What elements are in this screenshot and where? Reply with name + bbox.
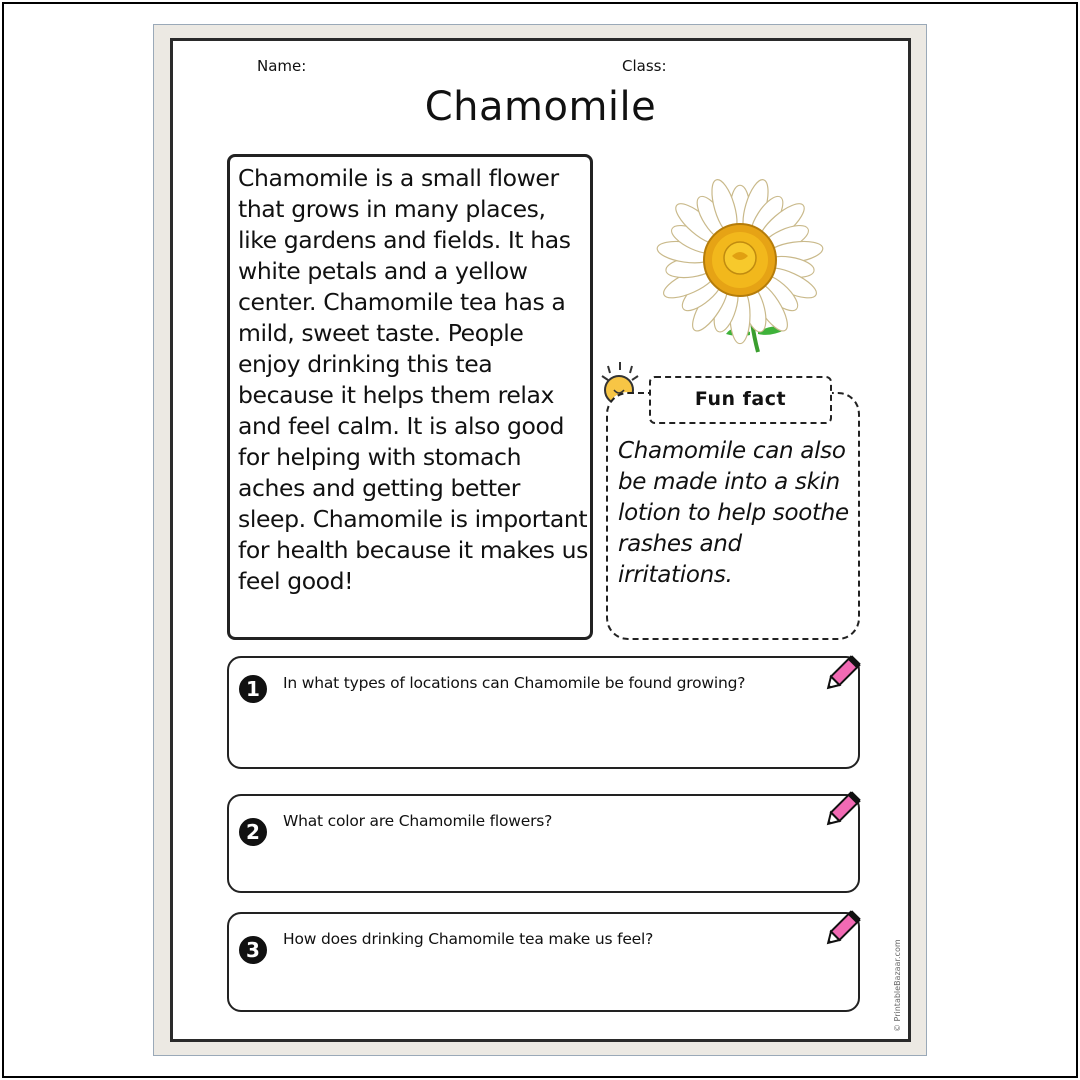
question-2-number: 2 [246,820,260,844]
fun-fact-title: Fun fact [694,388,787,410]
fun-fact-text: Chamomile can also be made into a skin lotion to help soothe rashes and irritations. [618,438,849,588]
question-1-answer-box[interactable] [227,656,860,769]
pencil-icon [818,784,868,834]
number-1-icon [236,672,270,706]
question-2-text: What color are Chamomile flowers? [283,812,553,830]
question-3-answer-box[interactable] [227,912,860,1012]
chamomile-flower-icon [640,172,840,357]
question-2-answer-box[interactable] [227,794,860,893]
question-1-text: In what types of locations can Chamomile be found growing? [283,674,746,692]
page-title: Chamomile [424,84,657,130]
number-2-icon [236,815,270,849]
reading-passage: Chamomile is a small flower that grows in many places, like gardens and fields. It has white petals and a yellow center. Chamomile tea has a mild, sweet taste. People enjoy drinking this tea because it helps them relax and feel calm. It is also good for helping with stomach aches and getting better sleep. Chamomile is important for health because it makes us feel good! [238,164,588,595]
watermark: © PrintableBazaar.com [893,939,902,1032]
number-3-icon [236,933,270,967]
question-1-number: 1 [246,677,260,701]
pencil-icon [818,648,868,698]
name-label: Name: [257,57,307,75]
question-3-number: 3 [246,938,260,962]
class-label: Class: [622,57,667,75]
question-3-text: How does drinking Chamomile tea make us feel? [283,930,654,948]
pencil-icon [818,903,868,953]
